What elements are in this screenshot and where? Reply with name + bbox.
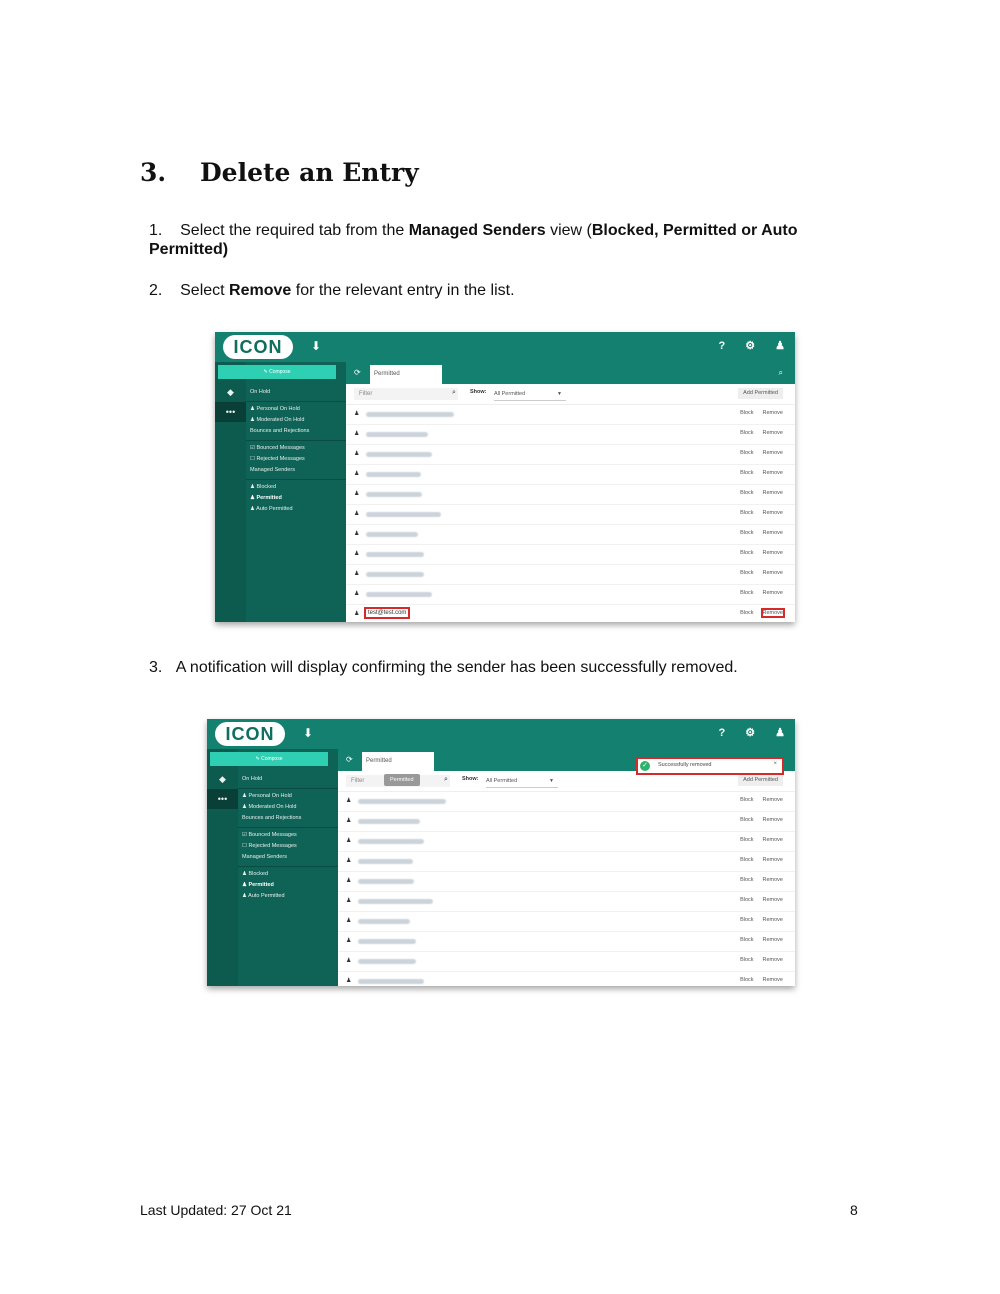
step-1-bold-managed: Managed Senders [408, 222, 546, 239]
block-button[interactable]: Block [740, 877, 754, 883]
user-icon: ♟ [354, 571, 360, 577]
block-button[interactable]: Block [740, 857, 754, 863]
sidebar-item-permitted[interactable]: ♟ Permitted [242, 882, 274, 888]
section-title: Delete an Entry [200, 158, 419, 187]
step-2 [149, 281, 515, 300]
step-2-text: Select [180, 282, 230, 299]
tab-permitted[interactable]: Permitted [362, 752, 434, 771]
block-button[interactable]: Block [740, 530, 754, 536]
sidebar-group-hold [246, 385, 346, 402]
row-actions [731, 490, 783, 496]
row-actions [731, 510, 783, 516]
block-button[interactable]: Block [740, 550, 754, 556]
row-actions [731, 470, 783, 476]
row-actions [731, 797, 783, 803]
step-1-bold-tabs-2: Permitted) [149, 241, 229, 258]
app-topbar [215, 332, 795, 362]
user-icon: ♟ [346, 898, 352, 904]
filter-row [346, 384, 795, 405]
block-button[interactable]: Block [740, 797, 754, 803]
icon-logo: ICON [215, 722, 285, 746]
block-button[interactable]: Block [740, 450, 754, 456]
block-button[interactable]: Block [740, 490, 754, 496]
remove-button[interactable]: Remove [762, 957, 783, 963]
user-icon: ♟ [346, 958, 352, 964]
add-permitted-button[interactable]: Add Permitted [738, 388, 783, 399]
add-permitted-button[interactable]: Add Permitted [738, 775, 783, 786]
more-icon[interactable]: ••• [207, 789, 238, 809]
remove-button[interactable]: Remove [762, 917, 783, 923]
step-2-bold-remove: Remove [229, 282, 292, 299]
gear-icon[interactable]: ⚙ [745, 340, 756, 352]
block-button[interactable]: Block [740, 917, 754, 923]
gear-icon[interactable]: ⚙ [745, 727, 756, 739]
filter-tooltip: Permitted [384, 774, 420, 786]
sender-email-blurred [358, 899, 433, 904]
filter-input[interactable]: Filter [346, 775, 450, 787]
row-actions [731, 857, 783, 863]
sidebar-item-blocked[interactable]: ♟ Blocked [250, 484, 277, 490]
main-panel [338, 749, 795, 986]
sidebar [246, 362, 346, 622]
row-actions [731, 550, 783, 556]
help-icon[interactable]: ? [718, 340, 726, 352]
remove-button[interactable]: Remove [762, 430, 783, 436]
block-button[interactable]: Block [740, 570, 754, 576]
left-nav [207, 749, 238, 986]
main-panel [346, 362, 795, 622]
sender-email-blurred [358, 859, 413, 864]
help-icon[interactable]: ? [718, 727, 726, 739]
screenshot-removed-notification [207, 719, 795, 986]
sidebar-item-bounces: Bounces and Rejections [242, 815, 302, 821]
table-row [346, 505, 795, 525]
user-icon[interactable]: ♟ [775, 340, 785, 352]
row-actions [731, 610, 783, 616]
sender-email-blurred [366, 592, 432, 597]
sender-list [338, 792, 795, 986]
sidebar-item-moderated-on-hold[interactable]: ♟ Moderated On Hold [242, 804, 297, 810]
row-actions [731, 897, 783, 903]
user-icon: ♟ [346, 858, 352, 864]
table-row [346, 585, 795, 605]
block-button[interactable]: Block [740, 817, 754, 823]
remove-button[interactable]: Remove [762, 410, 783, 416]
user-icon: ♟ [354, 611, 360, 617]
remove-button[interactable]: Remove [762, 450, 783, 456]
step-1-text: Select the required tab from the [180, 222, 409, 239]
table-row [346, 565, 795, 585]
step-2-number: 2. [149, 282, 163, 299]
show-label: Show: [470, 389, 487, 395]
sidebar-item-managed-senders: Managed Senders [250, 467, 295, 473]
sidebar-item-bounced[interactable]: ☑ Bounced Messages [242, 832, 297, 838]
sender-email-blurred [366, 532, 418, 537]
sender-email-blurred [366, 492, 422, 497]
sidebar-group-bounces [238, 828, 338, 867]
remove-button[interactable]: Remove [762, 937, 783, 943]
user-icon: ♟ [346, 818, 352, 824]
app-topbar [207, 719, 795, 749]
sidebar-item-rejected[interactable]: ☐ Rejected Messages [250, 456, 305, 462]
table-row [346, 425, 795, 445]
search-icon[interactable]: ⌕ [778, 368, 783, 377]
table-row [346, 525, 795, 545]
sender-email-blurred [366, 472, 421, 477]
sender-email-blurred [366, 432, 428, 437]
step-1-number: 1. [149, 222, 163, 239]
remove-button[interactable]: Remove [762, 470, 783, 476]
refresh-icon[interactable]: ⟳ [354, 368, 361, 377]
step-2-text-2: for the relevant entry in the list. [291, 282, 515, 299]
sidebar-item-auto-permitted[interactable]: ♟ Auto Permitted [250, 506, 293, 512]
table-row [338, 932, 795, 952]
chevron-down-icon: ▼ [549, 778, 554, 784]
table-row [338, 852, 795, 872]
table-row [346, 545, 795, 565]
page-number: 8 [850, 1202, 858, 1218]
row-actions [731, 410, 783, 416]
step-3-number: 3. [149, 659, 163, 676]
remove-button[interactable]: Remove [762, 797, 783, 803]
sidebar-item-auto-permitted[interactable]: ♟ Auto Permitted [242, 893, 285, 899]
sender-email-blurred [358, 879, 414, 884]
table-row [346, 405, 795, 425]
block-button[interactable]: Block [740, 470, 754, 476]
user-icon: ♟ [346, 878, 352, 884]
block-button[interactable]: Block [740, 590, 754, 596]
filter-search-icon[interactable]: ⌕ [444, 776, 448, 783]
compose-button[interactable]: ✎ Compose [218, 365, 336, 379]
sidebar-item-bounces: Bounces and Rejections [250, 428, 310, 434]
row-actions [731, 917, 783, 923]
block-button[interactable]: Block [740, 937, 754, 943]
top-icons [699, 339, 785, 352]
success-toast [636, 757, 784, 775]
user-icon: ♟ [346, 838, 352, 844]
row-actions [731, 590, 783, 596]
block-button[interactable]: Block [740, 977, 754, 983]
sender-email-blurred [358, 979, 424, 984]
user-icon[interactable]: ♟ [775, 727, 785, 739]
top-icons [699, 726, 785, 739]
sidebar-group-senders [238, 867, 338, 905]
remove-button[interactable]: Remove [762, 530, 783, 536]
user-icon: ♟ [354, 471, 360, 477]
tag-icon[interactable]: ◆ [219, 774, 226, 784]
sidebar-item-personal-on-hold[interactable]: ♟ Personal On Hold [242, 793, 292, 799]
sidebar-item-moderated-on-hold[interactable]: ♟ Moderated On Hold [250, 417, 305, 423]
sidebar-group-moderation [238, 789, 338, 828]
block-button[interactable]: Block [740, 410, 754, 416]
step-3-text: A notification will display confirming the sender has been successfully removed. [175, 659, 738, 676]
sidebar-group-bounces [246, 441, 346, 480]
block-button[interactable]: Block [740, 510, 754, 516]
show-select[interactable] [494, 388, 566, 401]
remove-button[interactable]: Remove [762, 490, 783, 496]
user-icon: ♟ [354, 451, 360, 457]
remove-button[interactable]: Remove [762, 590, 783, 596]
step-1-bold-tabs: Blocked, Permitted or Auto [591, 222, 798, 239]
sidebar-item-permitted[interactable]: ♟ Permitted [250, 495, 282, 501]
screenshot-remove-entry [215, 332, 795, 622]
left-nav [215, 362, 246, 622]
block-button[interactable]: Block [740, 837, 754, 843]
sender-email: test@test.com [368, 610, 407, 616]
table-row [346, 485, 795, 505]
download-icon[interactable]: ⬇ [303, 726, 314, 740]
show-select-value: All Permitted [486, 778, 518, 784]
refresh-icon[interactable]: ⟳ [346, 755, 353, 764]
table-row [346, 445, 795, 465]
table-row [338, 912, 795, 932]
more-icon[interactable]: ••• [215, 402, 246, 422]
block-button[interactable]: Block [740, 610, 754, 616]
sender-email-blurred [358, 939, 416, 944]
row-actions [731, 430, 783, 436]
user-icon: ♟ [354, 491, 360, 497]
sidebar-item-on-hold[interactable]: On Hold [250, 389, 271, 395]
user-icon: ♟ [346, 918, 352, 924]
row-actions [731, 877, 783, 883]
user-icon: ♟ [346, 798, 352, 804]
filter-input[interactable]: Filter [354, 388, 458, 400]
row-actions [731, 450, 783, 456]
section-heading [140, 158, 419, 187]
sender-email-blurred [358, 839, 424, 844]
sidebar-item-personal-on-hold[interactable]: ♟ Personal On Hold [250, 406, 300, 412]
compose-button[interactable]: ✎ Compose [210, 752, 328, 766]
remove-button[interactable]: Remove [762, 977, 783, 983]
footer-last-updated: Last Updated: 27 Oct 21 [140, 1202, 292, 1218]
sender-email-blurred [366, 512, 441, 517]
user-icon: ♟ [346, 978, 352, 984]
step-1-text-2: view ( [545, 222, 592, 239]
user-icon: ♟ [354, 551, 360, 557]
step-1 [149, 221, 829, 259]
remove-button[interactable]: Remove [762, 817, 783, 823]
table-row [338, 792, 795, 812]
user-icon: ♟ [354, 431, 360, 437]
tab-permitted[interactable]: Permitted [370, 365, 442, 384]
sender-email-blurred [366, 452, 432, 457]
remove-button[interactable]: Remove [762, 897, 783, 903]
user-icon: ♟ [346, 938, 352, 944]
remove-button[interactable]: Remove [762, 837, 783, 843]
sidebar-item-on-hold[interactable]: On Hold [242, 776, 263, 782]
table-row [338, 832, 795, 852]
sender-email-blurred [366, 552, 424, 557]
sender-list [346, 405, 795, 622]
table-row [338, 872, 795, 892]
show-select[interactable] [486, 775, 558, 788]
user-icon: ♟ [354, 591, 360, 597]
block-button[interactable]: Block [740, 430, 754, 436]
sidebar-group-moderation [246, 402, 346, 441]
remove-button[interactable]: Remove [762, 550, 783, 556]
sender-email-blurred [358, 799, 446, 804]
remove-button[interactable]: Remove [762, 610, 783, 616]
sender-email-blurred [358, 919, 410, 924]
sender-email-blurred [358, 819, 420, 824]
table-row [338, 812, 795, 832]
step-3 [149, 658, 738, 677]
user-icon: ♟ [354, 531, 360, 537]
close-icon[interactable]: × [773, 761, 777, 767]
user-icon: ♟ [354, 411, 360, 417]
row-actions [731, 957, 783, 963]
sender-email-blurred [358, 959, 416, 964]
table-row [346, 605, 795, 622]
download-icon[interactable]: ⬇ [311, 339, 322, 353]
sidebar-group-hold [238, 772, 338, 789]
sidebar [238, 749, 338, 986]
row-actions [731, 937, 783, 943]
sidebar-item-blocked[interactable]: ♟ Blocked [242, 871, 269, 877]
sender-email-blurred [366, 572, 424, 577]
sidebar-group-senders [246, 480, 346, 518]
check-icon: ✓ [640, 761, 650, 771]
show-label: Show: [462, 776, 479, 782]
tag-icon[interactable]: ◆ [227, 387, 234, 397]
tab-bar [346, 362, 795, 384]
show-select-value: All Permitted [494, 391, 526, 397]
row-actions [731, 817, 783, 823]
block-button[interactable]: Block [740, 897, 754, 903]
row-actions [731, 570, 783, 576]
table-row [346, 465, 795, 485]
sidebar-item-bounced[interactable]: ☑ Bounced Messages [250, 445, 305, 451]
table-row [338, 972, 795, 986]
row-actions [731, 977, 783, 983]
table-row [338, 952, 795, 972]
sidebar-item-rejected[interactable]: ☐ Rejected Messages [242, 843, 297, 849]
filter-search-icon[interactable]: ⌕ [452, 389, 456, 396]
toast-message: Successfully removed [658, 762, 712, 768]
chevron-down-icon: ▼ [557, 391, 562, 397]
sender-email-blurred [366, 412, 454, 417]
remove-button[interactable]: Remove [762, 570, 783, 576]
section-number: 3. [140, 158, 167, 187]
remove-button[interactable]: Remove [762, 857, 783, 863]
remove-button[interactable]: Remove [762, 510, 783, 516]
user-icon: ♟ [354, 511, 360, 517]
remove-button[interactable]: Remove [762, 877, 783, 883]
sidebar-item-managed-senders: Managed Senders [242, 854, 287, 860]
row-actions [731, 837, 783, 843]
table-row [338, 892, 795, 912]
row-actions [731, 530, 783, 536]
block-button[interactable]: Block [740, 957, 754, 963]
icon-logo: ICON [223, 335, 293, 359]
